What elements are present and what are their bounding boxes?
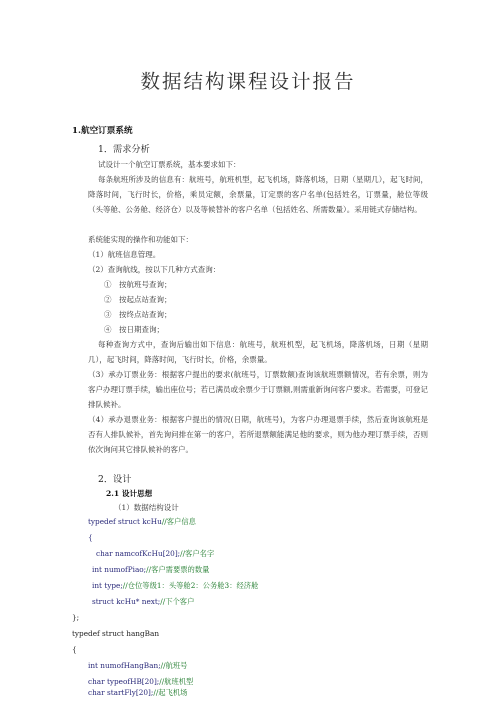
design-subheading: 2.1 设计思想 [106,489,153,498]
code-line: char startFly[20];//起飞机场 [88,688,188,697]
code-line: char typeofHB[20];//航班机型 [88,677,194,686]
operation-4-paragraph: （4）承办退票业务：根据客户提出的情况(日期，航班号)，为客户办理退票手续，然后查询该航班是否有人排队候补，首先询问排在第一的客户，若所退票额能满足他的要求，则为他办理订票手续，否则依次询问其它排队候补的客户。 [88,415,428,454]
operation-3-paragraph: （3）承办订票业务：根据客户提出的要求(航班号，订票数额)查询该航班票额情况，若有余票，则为客户办理订票手续，输出座位号；若已满员或余票少于订票额,则需重新询问客户要求。若需要，可登记排队候补。 [88,370,428,409]
code-line: char namcofKcHu[20];//客户名字 [96,549,215,558]
design-heading: 2．设计 [98,474,132,485]
query-method-3: ③ 按终点站查询； [104,310,172,319]
code-line: int numofPiao;//客户需要票的数量 [92,565,210,574]
query-method-2: ② 按起点站查询； [104,295,172,304]
query-method-4: ④ 按日期查询； [104,325,164,334]
code-line: int numofHangBan;//航班号 [88,661,188,670]
section-title: 1.航空订票系统 [72,126,133,136]
requirements-heading: 1．需求分析 [98,144,150,155]
requirements-paragraph: 每条航班所涉及的信息有：航班号，航班机型，起飞机场，降落机场，日期（星期几），起飞时间，降落时间，飞行时长，价格，乘员定额，余票量，订定票的客户名单(包括姓名，订票量，舱位等级（头等舱、公务舱、经济仓）以及等候替补的客户名单（包括姓名、所需数量）。采用链式存储结构。 [88,175,428,214]
code-line: int type;//仓位等级1：头等舱2：公务舱3：经济舱 [92,581,259,590]
query-method-1: ① 按航班号查询； [104,280,172,289]
code-line: { [88,533,93,542]
query-output-paragraph: 每种查询方式中，查询后输出如下信息：航班号，航班机型，起飞机场，降落机场，日期（星期几），起飞时间，降落时间，飞行时长，价格，余票量。 [88,340,428,364]
code-line: { [72,645,77,654]
code-line: }; [72,613,80,622]
operation-2: （2）查询航线，按以下几种方式查询： [88,265,221,274]
page-title: 数据结构课程设计报告 [140,70,356,93]
code-line: struct kcHu* next;//下个客户 [92,597,195,606]
operation-1: （1）航班信息管理。 [88,250,161,259]
design-item: （1）数据结构设计 [114,503,179,512]
operations-intro: 系统能实现的操作和功能如下： [88,235,193,244]
requirements-intro: 试设计一个航空订票系统，基本要求如下： [98,160,241,169]
code-line: typedef struct hangBan [72,629,160,638]
code-line: typedef struct kcHu//客户信息 [88,517,196,526]
